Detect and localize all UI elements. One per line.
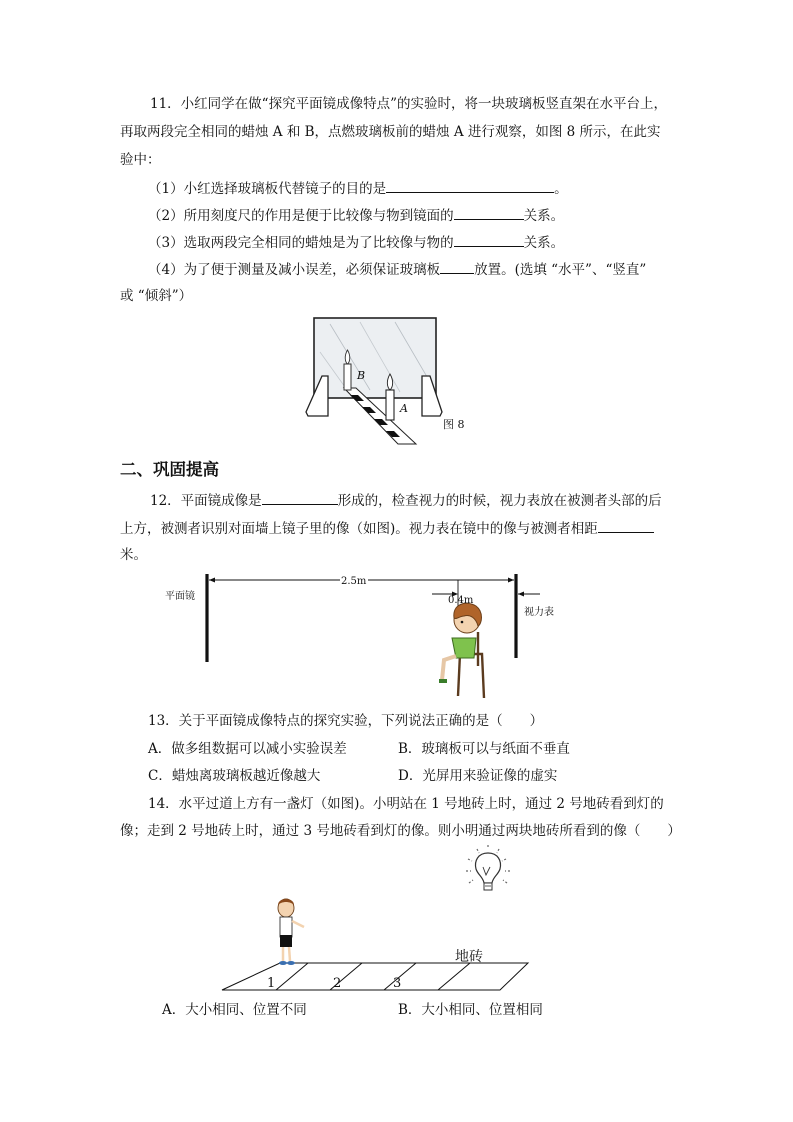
q13-option-c[interactable]: C．蜡烛离玻璃板越近像越大: [148, 768, 321, 784]
q11-part3: [148, 232, 564, 253]
q12-line1-end: 形成的，检查视力的时候，视力表放在被测者头部的后: [337, 493, 662, 509]
candle-a-label: A: [400, 402, 408, 415]
q12-line3: 米。: [120, 547, 147, 563]
q13-option-a[interactable]: A．做多组数据可以减小实验误差: [148, 741, 347, 757]
q11-part1-end: 。: [554, 181, 568, 197]
q14-line1: 14．水平过道上方有一盏灯（如图)。小明站在 1 号地砖上时，通过 2 号地砖看到灯的: [148, 796, 664, 812]
answer-blank[interactable]: [386, 178, 554, 193]
q12-line1-text: 12．平面镜成像是: [150, 493, 262, 509]
section-title: 二、巩固提高: [120, 460, 219, 479]
q11-part2-end: 关系。: [523, 208, 565, 224]
answer-blank[interactable]: [454, 232, 524, 247]
answer-blank[interactable]: [440, 259, 474, 274]
tile-1-label: 1: [267, 976, 276, 991]
q14-option-a[interactable]: A．大小相同、位置不同: [162, 1002, 307, 1018]
q14-option-b[interactable]: B．大小相同、位置相同: [398, 1002, 543, 1018]
q12-line2-text: 上方，被测者识别对面墙上镜子里的像（如图)。视力表在镜中的像与被测者相距: [120, 521, 598, 537]
eye-chart-label: 视力表: [524, 607, 554, 618]
q11-part4-end: 放置。(选填 “水平”、“竖直”: [474, 262, 647, 278]
tile-3-label: 3: [393, 976, 402, 991]
light-bulb-icon: [466, 845, 510, 890]
q11-part2: [148, 205, 564, 226]
q11-line2: 再取两段完全相同的蜡烛 A 和 B，点燃玻璃板前的蜡烛 A 进行观察，如图 8 所示，在此实: [120, 124, 661, 140]
q12-line2: [120, 518, 654, 539]
q13-stem: 13．关于平面镜成像特点的探究实验，下列说法正确的是（ ）: [148, 713, 544, 729]
q11-part1: [148, 178, 568, 199]
q11-part2-text: （2）所用刻度尺的作用是便于比较像与物到镜面的: [148, 208, 454, 224]
q11-line1: 11．小红同学在做“探究平面镜成像特点”的实验时，将一块玻璃板竖直架在水平台上，: [150, 96, 667, 112]
figure-8-caption: 图 8: [443, 418, 465, 431]
q14-line2: 像；走到 2 号地砖上时，通过 3 号地砖看到灯的像。则小明通过两块地砖所看到的像（ ）: [120, 823, 681, 839]
distance-partial-label: 0.4m: [448, 595, 474, 606]
eye-test-diagram: [160, 568, 600, 698]
q11-part4-line2: 或 “倾斜”）: [120, 288, 193, 304]
q11-part3-text: （3）选取两段完全相同的蜡烛是为了比较像与物的: [148, 235, 454, 251]
q11-part4-text: （4）为了便于测量及减小误差，必须保证玻璃板: [148, 262, 441, 278]
q13-option-b[interactable]: B．玻璃板可以与纸面不垂直: [398, 741, 570, 757]
q12-line1: [150, 490, 662, 511]
candle-b-label: B: [357, 369, 366, 382]
q11-part1-text: （1）小红选择玻璃板代替镜子的目的是: [148, 181, 387, 197]
q13-option-d[interactable]: D．光屏用来验证像的虚实: [398, 768, 558, 784]
answer-blank[interactable]: [598, 518, 654, 533]
q11-line3: 验中：: [120, 152, 161, 168]
q11-part3-end: 关系。: [523, 235, 565, 251]
answer-blank[interactable]: [454, 205, 524, 220]
lamp-walkway-diagram: [200, 845, 550, 995]
boy-figure: [278, 899, 304, 965]
figure-8-glass-candles: [300, 312, 480, 447]
q11-part4: [148, 259, 646, 280]
answer-blank[interactable]: [262, 490, 338, 505]
tile-2-label: 2: [333, 976, 342, 991]
mirror-label: 平面镜: [165, 591, 195, 602]
distance-total-label: 2.5m: [341, 576, 367, 587]
floor-tile-label: 地砖: [455, 949, 483, 965]
